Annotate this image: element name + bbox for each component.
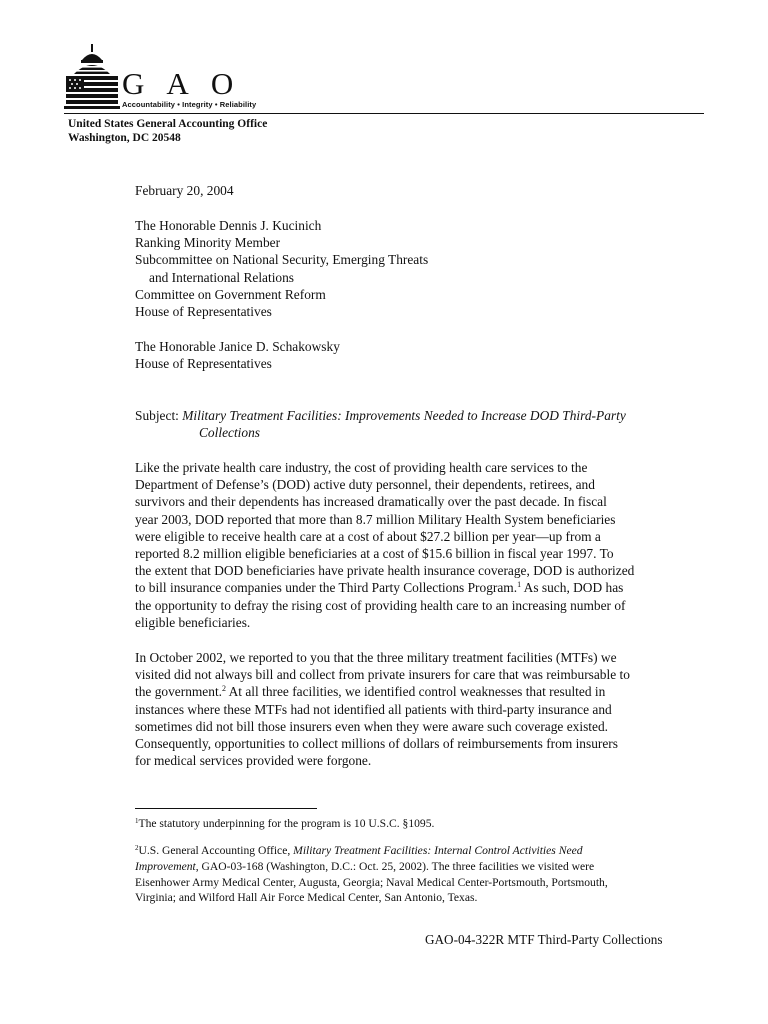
subject-block [135,407,705,441]
paragraph-1: Like the private health care industry, the cost of providing health care services to the Department of Defense’s (DOD) active duty personnel, their dependents, retirees, and survivors and their dependents has increased dramatically over the past decade. In fiscal year 2003, DOD reported that more than 8.7 million Military Health System beneficiaries were eligible to receive health care at a cost of about $27.2 billion per year—up from a reported 8.2 million eligible beneficiaries at a cost of $15.6 billion in fiscal year 1997. To the extent that DOD beneficiaries have private health insurance coverage, DOD is authorized to bill insurance companies under the Third Party Collections Program.$^1$ As such, DOD has the opportunity to defray the rising cost of providing health care to an increasing number of eligible beneficiaries. [135,460,635,630]
recipient-subcommittee-cont: and International Relations [149,269,295,285]
org-name: United States General Accounting Office [68,118,268,130]
subject-label: Subject: [135,408,183,423]
recipient-name: The Honorable Dennis J. Kucinich [135,218,322,233]
org-address: Washington, DC 20548 [68,132,181,144]
recipient-house: House of Representatives [135,356,272,372]
page-footer: GAO-04-322R MTF Third-Party Collections [425,932,663,947]
footnote-2: $^2$U.S. General Accounting Office, Military Treatment Facilities: Internal Control Activities Need Improvement, GAO-03-168 (Washington, D.C.: Oct. 25, 2002). The three facilities we visited were Eisenhower Army Medical Center, Augusta, Georgia; Naval Medical Center-Portsmouth, Portsmouth, Virginia; and Wilford Hall Air Force Medical Center, San Antonio, Texas. [135,844,608,905]
logo-tagline: Accountability • Integrity • Reliability [122,100,257,109]
recipient-name: The Honorable Janice D. Schakowsky [135,339,340,354]
footnote-ref-1: 1 [517,580,522,590]
footnote-divider [135,808,317,809]
letter-date: February 20, 2004 [135,183,234,198]
recipient-subcommittee: Subcommittee on National Security, Emerging Threats [135,252,429,268]
recipient-title: Ranking Minority Member [135,235,281,251]
recipient-block-1 [135,217,705,320]
footnote-ref-2: 2 [222,684,227,694]
header-divider [64,113,704,114]
subject-title: Military Treatment Facilities: Improvements Needed to Increase DOD Third-Party [182,408,626,423]
paragraph-2: In October 2002, we reported to you that the three military treatment facilities (MTFs) we visited did not always bill and collect from private insurers for care that was reimbursable to the government.$^2$ At all three facilities, we identified control weaknesses that resulted in instances where these MTFs had not identified all patients with third-party insurance and sometimes did not bill those insurers even when they were aware such coverage existed. Consequently, opportunities to collect millions of dollars of reimbursements from insurers for medical services provided were forgone. [135,650,630,769]
footnote-1: $^1$The statutory underpinning for the program is 10 U.S.C. §1095. [135,817,435,830]
logo-wordmark: G A O [122,66,242,101]
recipient-block-2 [135,338,705,372]
recipient-committee: Committee on Government Reform [135,286,326,302]
subject-title-cont: Collections [199,425,260,441]
recipient-house: House of Representatives [135,304,272,320]
org-block [68,117,267,145]
